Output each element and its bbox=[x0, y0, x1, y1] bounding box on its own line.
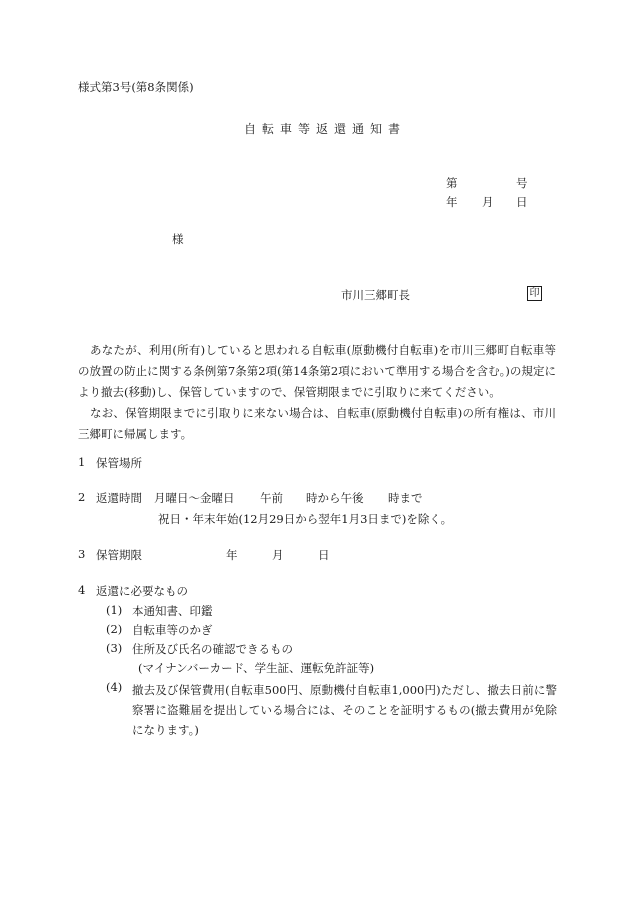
notice-paragraph-2: なお、保管期限までに引取りに来ない場合は、自転車(原動機付自転車)の所有権は、市川三郷町に帰属します。 bbox=[78, 406, 556, 441]
sub2-text: 自転車等のかぎ bbox=[132, 623, 213, 637]
sub2-number: (2) bbox=[106, 622, 123, 636]
item2-label: 返還時間 bbox=[96, 491, 142, 505]
sub1-number: (1) bbox=[106, 603, 123, 617]
item1-number: 1 bbox=[78, 455, 86, 469]
form-number: 様式第3号(第8条関係) bbox=[78, 80, 194, 94]
number-dai: 第 bbox=[446, 176, 458, 190]
item2-am: 午前 bbox=[260, 491, 283, 505]
item3-label: 保管期限 bbox=[96, 548, 142, 562]
item1-label: 保管場所 bbox=[96, 456, 142, 470]
sub1-text: 本通知書、印鑑 bbox=[132, 604, 213, 618]
issuer-name: 市川三郷町長 bbox=[341, 288, 410, 302]
sub3-note: (マイナンバーカード、学生証、運転免許証等) bbox=[138, 661, 375, 675]
document-title: 自転車等返還通知書 bbox=[244, 122, 407, 136]
sub3-number: (3) bbox=[106, 641, 123, 655]
sub4-text: 撤去及び保管費用(自転車500円、原動機付自転車1,000円)ただし、撤去日前に警察署に盗難届を提出している場合には、そのことを証明するもの(撤去費用が免除になります。) bbox=[132, 683, 557, 737]
item2-until: 時まで bbox=[388, 491, 423, 505]
sub4-number: (4) bbox=[106, 680, 123, 694]
item4-label: 返還に必要なもの bbox=[96, 584, 188, 598]
item4-number: 4 bbox=[78, 583, 86, 597]
recipient-suffix: 様 bbox=[172, 232, 184, 246]
notice-body bbox=[78, 340, 556, 445]
date-day: 日 bbox=[516, 195, 528, 209]
sub3-text: 住所及び氏名の確認できるもの bbox=[132, 642, 293, 656]
number-go: 号 bbox=[516, 176, 528, 190]
item3-month: 月 bbox=[272, 548, 284, 562]
seal-mark: 印 bbox=[527, 286, 542, 301]
item3-number: 3 bbox=[78, 547, 86, 561]
item2-exclusion: 祝日・年末年始(12月29日から翌年1月3日まで)を除く。 bbox=[158, 512, 453, 526]
item2-number: 2 bbox=[78, 490, 86, 504]
notice-paragraph-1: あなたが、利用(所有)していると思われる自転車(原動機付自転車)を市川三郷町自転車等の放置の防止に関する条例第7条第2項(第14条第2項において準用する場合を含む。)の規定により撤去(移動)し、保管していますので、保管期限までに引取りに来てください。 bbox=[78, 343, 556, 399]
item2-days: 月曜日～金曜日 bbox=[154, 491, 235, 505]
date-year: 年 bbox=[446, 195, 458, 209]
item2-from-pm: 時から午後 bbox=[306, 491, 364, 505]
item3-day: 日 bbox=[318, 548, 330, 562]
date-month: 月 bbox=[482, 195, 494, 209]
item3-year: 年 bbox=[226, 548, 238, 562]
